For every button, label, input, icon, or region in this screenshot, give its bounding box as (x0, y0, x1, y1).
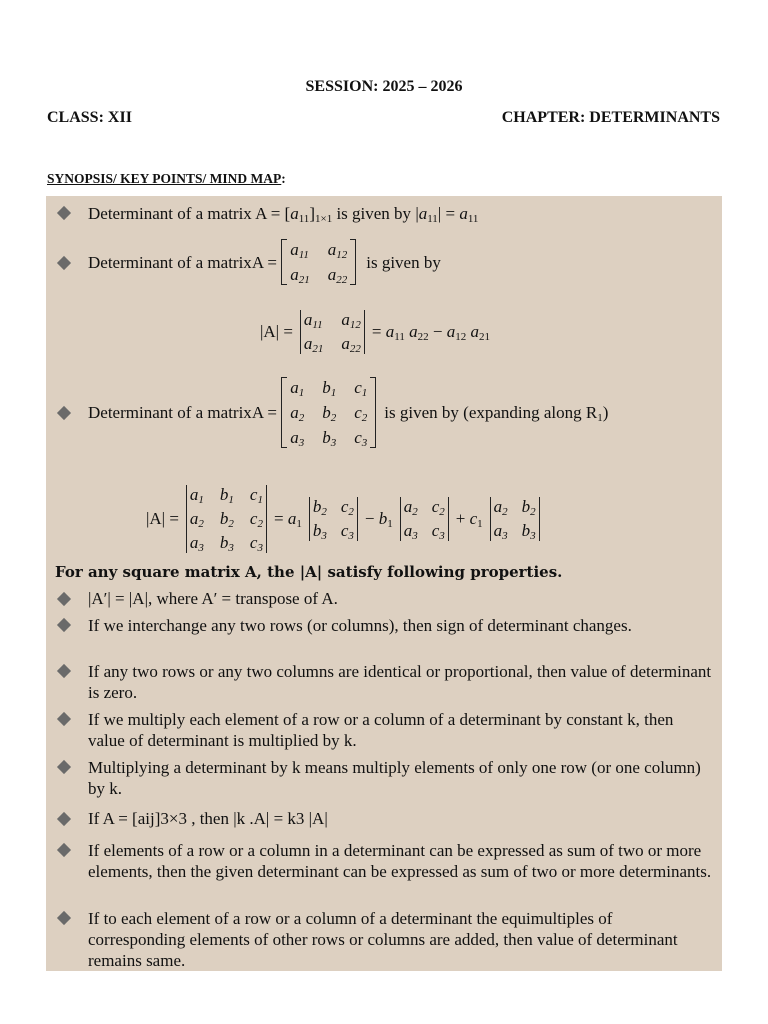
property-item: If we multiply each element of a row or a column of a determinant by constant k, then value of determinant is multiplied by k. (88, 710, 674, 750)
property-item: |A′| = |A|, where A′ = transpose of A. (88, 589, 338, 608)
session-title: SESSION: 2025 – 2026 (305, 78, 463, 95)
property-item: Multiplying a determinant by k means multiply elements of only one row (or one column) by k. (88, 758, 701, 798)
property-item: If A = [aij]3×3 , then |k .A| = k3 |A| (88, 809, 328, 828)
det-3x3-line: Determinant of a matrix A = $a_1$ $b_1$ $c_1$ $a_2$ $b_2$ $c_2$ $a_3$ $b_3$ $c_3$ is given by (expanding along $R_1$) (88, 377, 609, 449)
det-1x1-line: Determinant of a matrix $A = [a_{11}]_{1\times 1}$ is given by $|a_{11}| = a_{11}$ (88, 204, 479, 225)
det-3x3-expansion: |A| = $a_1$ $b_1$ $c_1$ $a_2$ $b_2$ $c_2$ $a_3$ $b_3$ $c_3$ = $a_1$ $b_2$ $c_2$ $b_3$ $c_3$ − $b_1$ $a_2$ $c_2$ $a_3$ $c_3$ + $c_1$ $a_2$ $b_2$ $a_3$ $b_3$ (144, 482, 545, 556)
matrix-3x3: $a_1$ $b_1$ $c_1$ $a_2$ $b_2$ $c_2$ $a_3$ $b_3$ $c_3$ (281, 377, 376, 448)
det-2x2-expansion: |A| = $a_{11}$ $a_{12}$ $a_{21}$ $a_{22}$ = $a_{11}$ $a_{22} - a_{12}$ $a_{21}$ (260, 310, 490, 355)
chapter-label: CHAPTER: DETERMINANTS (501, 109, 720, 126)
property-item: If to each element of a row or a column of a determinant the equimultiples of corresponding elements of other rows or columns are added, then value of determinant remains same. (88, 909, 678, 970)
det-2x2-line: Determinant of a matrix A = $a_{11}$ $a_{12}$ $a_{21}$ $a_{22}$ is given by (88, 240, 441, 286)
synopsis-heading: SYNOPSIS/ KEY POINTS/ MIND MAP: (47, 171, 286, 186)
property-item: If we interchange any two rows (or columns), then sign of determinant changes. (88, 616, 632, 635)
property-item: If elements of a row or a column in a determinant can be expressed as sum of two or more elements, then the given determinant can be expressed as sum of two or more determinants. (88, 841, 712, 881)
property-item: If any two rows or any two columns are identical or proportional, then value of determinant is zero. (88, 662, 712, 702)
class-label: CLASS: XII (47, 109, 132, 126)
properties-heading: For any square matrix A, the |A| satisfy following properties. (55, 563, 563, 581)
matrix-2x2: $a_{11}$ $a_{12}$ $a_{21}$ $a_{22}$ (281, 239, 356, 285)
